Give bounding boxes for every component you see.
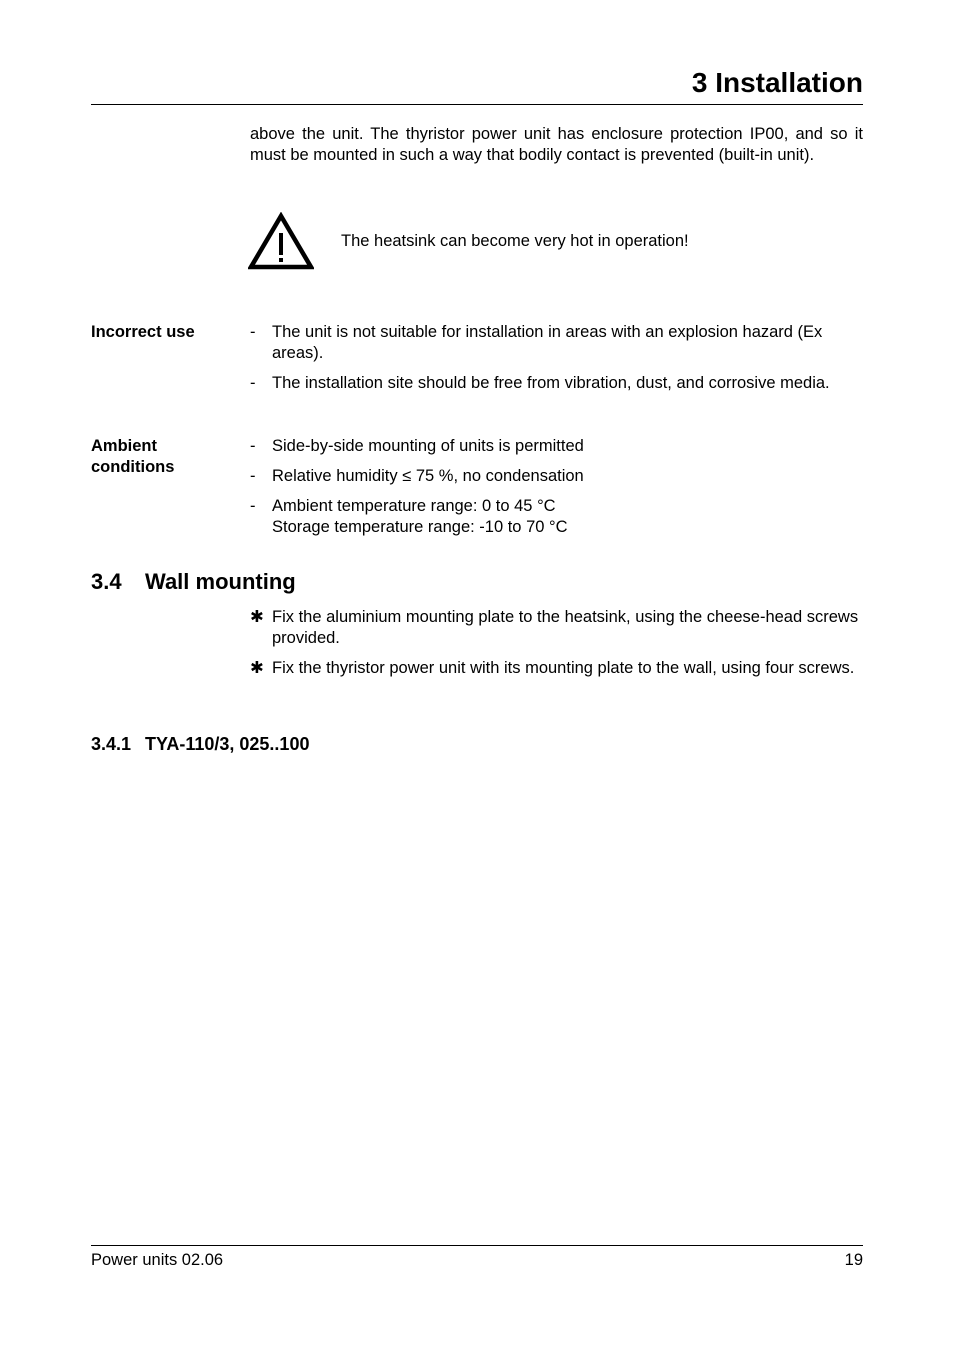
ambient-conditions-list <box>250 436 863 547</box>
subsection-number: 3.4.1 <box>91 734 132 754</box>
list-item-text: Side-by-side mounting of units is permitted <box>272 437 584 455</box>
list-item-text: Ambient temperature range: 0 to 45 °C <box>272 497 556 515</box>
list-item-text: Storage temperature range: -10 to 70 °C <box>272 518 568 536</box>
section-title: Wall mounting <box>145 569 296 594</box>
list-item-text: Fix the aluminium mounting plate to the heatsink, using the cheese-head screws provided. <box>272 608 859 647</box>
step-bullet: ✱ <box>250 608 264 626</box>
section-number: 3.4 <box>91 569 122 594</box>
subsection-title: TYA-110/3, 025..100 <box>145 734 310 754</box>
section-heading <box>91 567 296 597</box>
list-item <box>250 466 863 487</box>
dash-bullet: - <box>250 437 256 455</box>
dash-bullet: - <box>250 374 256 392</box>
step-bullet: ✱ <box>250 659 264 677</box>
label-line: conditions <box>91 458 175 476</box>
list-item-text: The unit is not suitable for installation in areas with an explosion hazard (Ex areas). <box>272 323 823 362</box>
list-item <box>250 436 863 457</box>
dash-bullet: - <box>250 323 256 341</box>
subsection-heading <box>91 732 309 756</box>
intro-paragraph: above the unit. The thyristor power unit has enclosure protection IP00, and so it must be mounted in such a way that bodily contact is prevented (built-in unit). <box>250 125 863 164</box>
list-item <box>250 607 863 649</box>
incorrect-use-list <box>250 322 863 403</box>
list-item-text: Relative humidity ≤ 75 %, no condensation <box>272 467 584 485</box>
dash-bullet: - <box>250 467 256 485</box>
list-item <box>250 373 863 394</box>
footer-divider <box>91 1245 863 1246</box>
incorrect-use-label: Incorrect use <box>91 323 195 341</box>
footer-document-name: Power units 02.06 <box>91 1251 224 1269</box>
warning-triangle-icon <box>248 212 314 270</box>
warning-text: The heatsink can become very hot in operation! <box>341 232 689 250</box>
page-header-title: 3 Installation <box>691 67 863 98</box>
list-item-text: The installation site should be free from vibration, dust, and corrosive media. <box>272 374 830 392</box>
list-item <box>250 322 863 364</box>
dash-bullet: - <box>250 497 256 515</box>
mounting-steps-list <box>250 607 863 688</box>
list-item <box>250 496 863 538</box>
list-item-text: Fix the thyristor power unit with its mounting plate to the wall, using four screws. <box>272 659 855 677</box>
ambient-conditions-label <box>91 436 231 478</box>
header-divider <box>91 104 863 105</box>
page-number: 19 <box>844 1251 863 1269</box>
list-item <box>250 658 863 679</box>
label-line: Ambient <box>91 437 157 455</box>
